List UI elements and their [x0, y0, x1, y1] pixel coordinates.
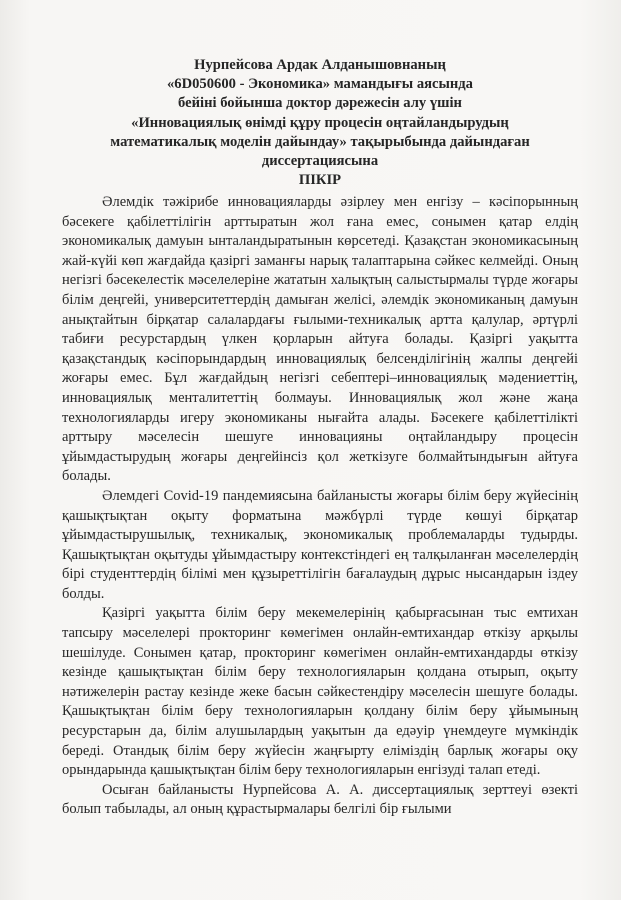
topic-line-1: «Инновациялық өнімді құру процесін оңтайландырудың	[131, 114, 509, 131]
document-body	[62, 193, 578, 820]
topic-line-2: математикалық моделін дайындау» тақырыбында дайындаған	[110, 133, 530, 150]
paragraph-relevance: Осыған байланысты Нурпейсова А. А. диссертациялық зерттеуі өзекті болып табылады, ал оның құрастырмалары белгілі бір ғылыми	[62, 781, 578, 818]
review-title: ПІКІР	[298, 172, 342, 189]
paragraph-innovation: Әлемдік тәжірибе инновацияларды әзірлеу мен енгізу – кәсіпорынның бәсекеге қабілеттілігін арттыратын жол ғана емес, сонымен қатар елдің экономикалық дамуын ынталандыратынын көрсетеді. Қазақстан экономикасының жай-күйі көп жағдайда қазіргі заманғы нарық талаптарына сәйкес келмейді. Оның негізгі бәсекелестік мәселелеріне жататын халықтың салыстырмалы түрде жоғары білім деңгейі, университеттердің дамыған желісі, әлемдік экономиканың дамуын анықтайтын бірқатар салалардағы ғылыми-техникалық артта қалулар, әртүрлі табиғи ресурстардың үлкен қорларын айтуға болады. Қазіргі уақытта қазақстандық кәсіпорындардың инновациялық белсенділігінің жалпы деңгейі жоғары емес. Бұл жағдайдың негізгі себептері–инновациялық мәдениеттің, инновациялық менталитеттің болмауы. Инновациялық жол және жаңа технологияларды игеру экономиканы нығайта алады. Бәсекеге қабілеттілікті арттыру мәселесін шешуге инновацияны оңтайландыру процесін ұйымдастырудың жоғары деңгейінсіз қол жеткізуге болмайтындығын айтуға болады.	[62, 194, 578, 485]
author-name-line: Нурпейсова Ардак Алданышовнаның	[194, 57, 446, 73]
paragraph-covid: Әлемдегі Covid-19 пандемиясына байланысты жоғары білім беру жүйесінің қашықтықтан оқыту форматына мәжбүрлі түрде көшуі бірқатар ұйымдастырушылық, техникалық, экономикалық проблемаларды тудырды. Қашықтықтан оқытуды ұйымдастыру контекстіндегі ең талқыланған мәселелердің бірі студенттердің білімі мен құзыреттілігін бағалаудың дұрыс нысандарын іздеу болды.	[62, 487, 578, 602]
document-header	[60, 56, 580, 190]
dissertation-line: диссертациясына	[261, 153, 379, 170]
paragraph-proctoring: Қазіргі уақытта білім беру мекемелерінің қабырғасынан тыс емтихан тапсыру мәселелері прокторинг көмегімен онлайн-емтихандар өткізу арқылы шешілуде. Сонымен қатар, прокторинг көмегімен онлайн-емтихандарды өткізу кезінде қашықтықтан білім беру технологияларын қолдана отырып, оқыту нәтижелерін растау кезінде жеке басын сәйкестендіру мәселесін шешуге болады. Қашықтықтан білім беру технологияларын қолдану білім беру ұйымының ресурстарын да, білім алушылардың уақытын да едәуір үнемдеуге мүмкіндік береді. Отандық білім беру жүйесін жаңғырту еліміздің барлық жоғары оқу орындарында қашықтықтан білім беру технологияларын енгізуді талап етеді.	[62, 605, 578, 779]
degree-line: бейіні бойынша доктор дәрежесін алу үшін	[178, 95, 462, 112]
specialty-line: «6D050600 - Экономика» мамандығы аясында	[167, 76, 473, 93]
